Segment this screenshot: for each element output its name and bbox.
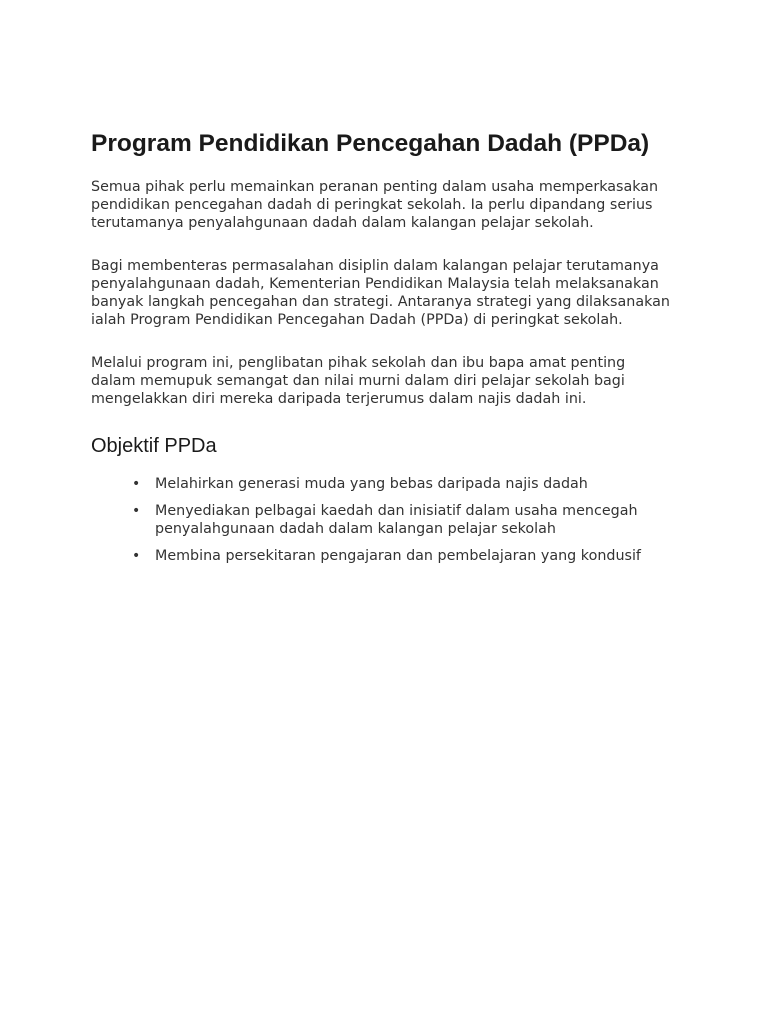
paragraph-line: Semua pihak perlu memainkan peranan penting dalam usaha memperkasakan [91, 179, 659, 195]
paragraph-line: terutamanya penyalahgunaan dadah dalam kalangan pelajar sekolah. [91, 215, 594, 231]
objectives-list [91, 475, 691, 565]
paragraph-line: mengelakkan diri mereka daripada terjerumus dalam najis dadah ini. [91, 391, 587, 407]
paragraph-line: ialah Program Pendidikan Pencegahan Dadah (PPDa) di peringkat sekolah. [91, 312, 623, 328]
paragraph-line: Melalui program ini, penglibatan pihak sekolah dan ibu bapa amat penting [91, 355, 626, 371]
list-item [91, 547, 691, 565]
paragraph-strategy [91, 257, 691, 329]
list-item [91, 502, 691, 538]
bullet-icon: • [132, 476, 141, 492]
document-page [91, 128, 691, 574]
paragraph-involvement [91, 354, 691, 408]
bullet-icon: • [132, 503, 141, 519]
paragraph-intro [91, 178, 691, 232]
paragraph-line: Bagi membenteras permasalahan disiplin dalam kalangan pelajar terutamanya [91, 258, 659, 274]
paragraph-line: banyak langkah pencegahan dan strategi. Antaranya strategi yang dilaksanakan [91, 294, 670, 310]
bullet-icon: • [132, 548, 141, 564]
list-item-text: penyalahgunaan dadah dalam kalangan pelajar sekolah [155, 521, 556, 537]
paragraph-line: penyalahgunaan dadah, Kementerian Pendidikan Malaysia telah melaksanakan [91, 276, 659, 292]
list-item [91, 475, 691, 493]
list-item-text: Melahirkan generasi muda yang bebas daripada najis dadah [155, 476, 588, 492]
paragraph-line: pendidikan pencegahan dadah di peringkat sekolah. Ia perlu dipandang serius [91, 197, 653, 213]
paragraph-line: dalam memupuk semangat dan nilai murni dalam diri pelajar sekolah bagi [91, 373, 625, 389]
list-item-text: Menyediakan pelbagai kaedah dan inisiatif dalam usaha mencegah [155, 503, 638, 519]
page-title: Program Pendidikan Pencegahan Dadah (PPDa) [91, 130, 650, 157]
section-heading-objectives: Objektif PPDa [91, 435, 217, 457]
list-item-text: Membina persekitaran pengajaran dan pembelajaran yang kondusif [155, 548, 641, 564]
